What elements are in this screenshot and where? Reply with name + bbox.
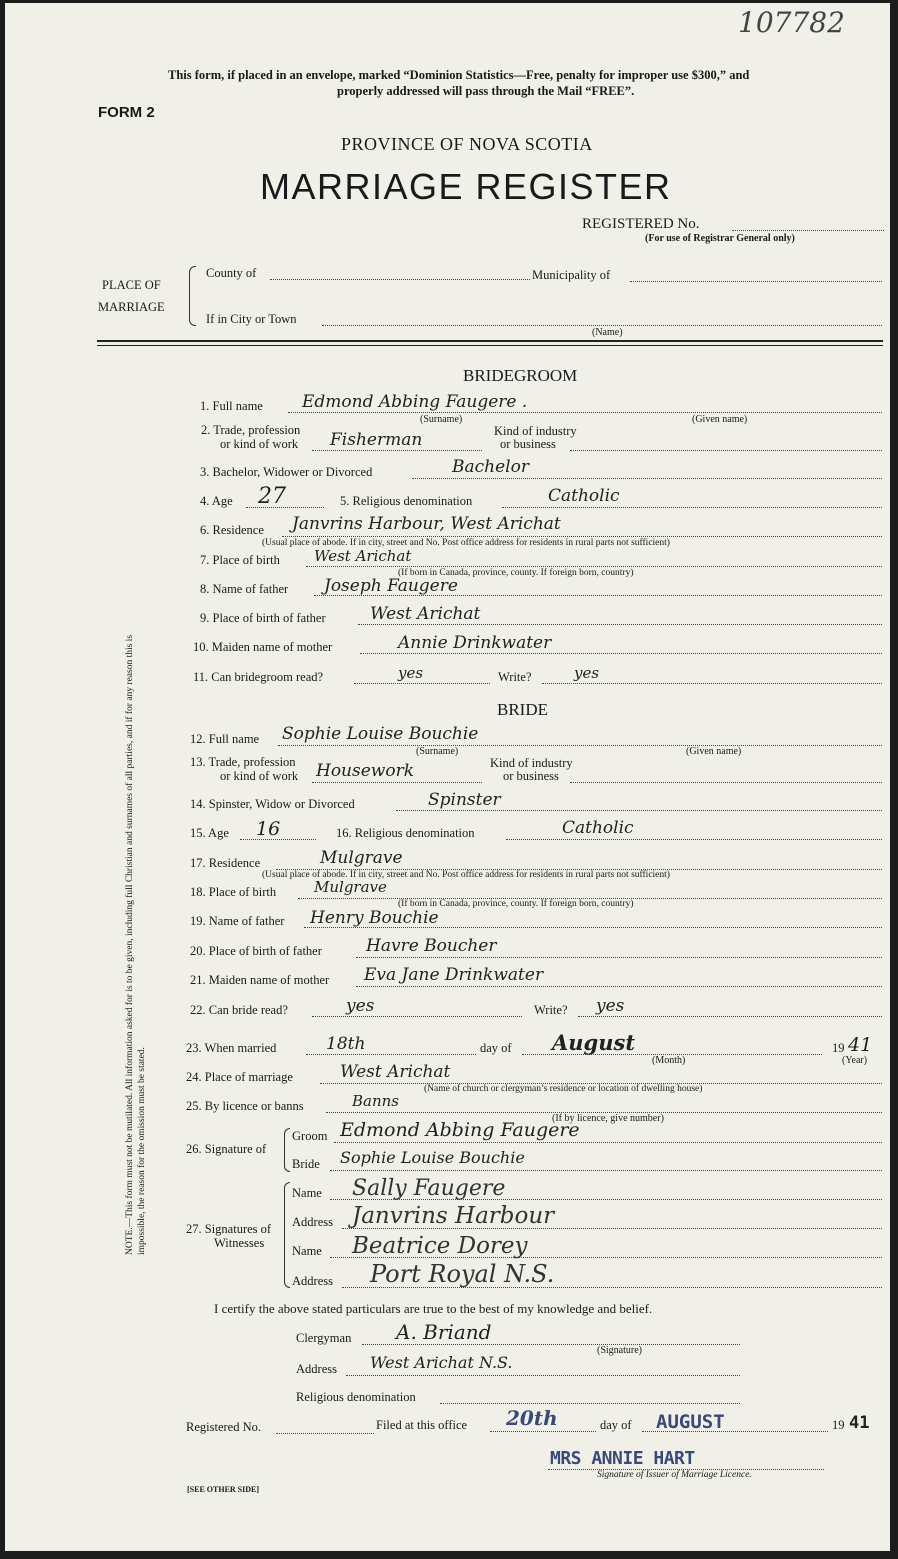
groom-birthplace-label: 7. Place of birth <box>200 553 280 567</box>
married-dayof-label: day of <box>480 1041 512 1055</box>
w2-name-label: Name <box>292 1244 322 1258</box>
groom-sig-line <box>334 1142 882 1143</box>
clergyman-label: Clergyman <box>296 1331 352 1345</box>
groom-birth-note: (If born in Canada, province, county. If foreign born, country) <box>398 568 634 578</box>
see-other-side: [SEE OTHER SIDE] <box>187 1485 260 1494</box>
bride-religion-value: Catholic <box>562 818 634 838</box>
witness1-name: Sally Faugere <box>352 1176 506 1201</box>
groom-father-birthplace-line <box>358 624 882 625</box>
mail-notice-line1: This form, if placed in an envelope, marked “Dominion Statistics—Free, penalty for improper use $300,” and <box>168 68 750 82</box>
name-caption: (Name) <box>592 327 623 338</box>
filed-month-value: AUGUST <box>656 1411 725 1433</box>
groom-religion-label: 5. Religious denomination <box>340 494 473 508</box>
witnesses-label-b: Witnesses <box>214 1236 265 1250</box>
divider-bottom <box>97 345 883 346</box>
groom-residence-note: (Usual place of abode. If in city, street and No. Post office address for residents in rural parts not sufficient) <box>262 538 670 548</box>
groom-sig-label: Groom <box>292 1129 328 1143</box>
place-of-marriage-note: (Name of church or clergyman’s residence or location of dwelling house) <box>424 1084 703 1094</box>
bride-father-value: Henry Bouchie <box>310 908 439 928</box>
groom-industry-label-b: or business <box>500 437 556 451</box>
groom-birthplace-value: West Arichat <box>314 547 412 565</box>
bride-trade-value: Housework <box>316 761 415 781</box>
licence-label: 25. By licence or banns <box>186 1099 304 1113</box>
bride-industry-label-b: or business <box>503 769 559 783</box>
bride-status-line <box>396 810 882 811</box>
bride-religion-line <box>506 839 882 840</box>
clergy-religion-line <box>440 1403 740 1404</box>
bride-birth-note: (If born in Canada, province, county. If foreign born, country) <box>398 899 634 909</box>
groom-trade-line <box>312 450 482 451</box>
bride-religion-label: 16. Religious denomination <box>336 826 475 840</box>
year-caption: (Year) <box>842 1055 868 1066</box>
when-married-label: 23. When married <box>186 1041 277 1055</box>
bride-father-birthplace-label: 20. Place of birth of father <box>190 944 322 958</box>
groom-trade-label-b: or kind of work <box>220 437 299 451</box>
bride-father-birthplace-line <box>356 957 882 958</box>
bridegroom-heading: BRIDEGROOM <box>463 366 578 385</box>
w1-name-label: Name <box>292 1186 322 1200</box>
municipality-label: Municipality of <box>532 268 611 282</box>
groom-write-label: Write? <box>498 670 532 684</box>
bride-mother-label: 21. Maiden name of mother <box>190 973 330 987</box>
witnesses-label-a: 27. Signatures of <box>186 1222 272 1236</box>
groom-write-line <box>542 683 882 684</box>
groom-residence-line <box>282 536 882 537</box>
w2-address-label: Address <box>292 1274 333 1288</box>
bride-mother-line <box>356 986 882 987</box>
divider-top <box>97 340 883 342</box>
groom-age-value: 27 <box>258 484 286 509</box>
licence-value: Banns <box>352 1092 399 1110</box>
bride-read-label: 22. Can bride read? <box>190 1003 288 1017</box>
groom-mother-label: 10. Maiden name of mother <box>193 640 333 654</box>
married-day-value: 18th <box>326 1034 366 1054</box>
clergy-address-label: Address <box>296 1362 337 1376</box>
groom-read-line <box>354 683 490 684</box>
groom-religion-line <box>502 507 882 508</box>
married-month-value: August <box>552 1030 636 1055</box>
certification-statement: I certify the above stated particulars are true to the best of my knowledge and belief. <box>214 1301 653 1316</box>
bride-sig-line <box>330 1170 882 1171</box>
bride-trade-label-a: 13. Trade, profession <box>190 755 296 769</box>
bride-trade-line <box>312 782 482 783</box>
groom-write-value: yes <box>574 664 600 682</box>
groom-surname-caption: (Surname) <box>420 414 463 425</box>
clergyman-line <box>362 1344 740 1345</box>
issuer-stamp: MRS ANNIE HART <box>550 1448 695 1469</box>
page-title: MARRIAGE REGISTER <box>260 166 672 207</box>
clergy-religion-label: Religious denomination <box>296 1390 416 1404</box>
mutilation-note: NOTE.—This form must not be mutilated. All information asked for is to be given, including full Christian and surnames of all parties, and if for any reason this is impossible, the reason for the omission must be stated. <box>125 634 147 1255</box>
groom-read-label: 11. Can bridegroom read? <box>193 670 324 684</box>
bride-father-label: 19. Name of father <box>190 914 285 928</box>
registered-no-line <box>732 230 884 231</box>
filed-year-value: 41 <box>849 1413 870 1433</box>
clergyman-signature: A. Briand <box>396 1320 492 1344</box>
groom-fullname-line <box>288 412 882 413</box>
signature-brace <box>284 1128 290 1172</box>
archive-number: 107782 <box>738 6 845 39</box>
bride-heading: BRIDE <box>497 700 548 719</box>
groom-industry-label-a: Kind of industry <box>494 424 577 438</box>
groom-age-label: 4. Age <box>200 494 233 508</box>
groom-status-label: 3. Bachelor, Widower or Divorced <box>200 465 373 479</box>
groom-father-birthplace-label: 9. Place of birth of father <box>200 611 326 625</box>
bride-surname-caption: (Surname) <box>416 746 459 757</box>
bride-residence-value: Mulgrave <box>320 848 403 868</box>
groom-fullname-label: 1. Full name <box>200 399 263 413</box>
bride-write-label: Write? <box>534 1003 568 1017</box>
filed-dayof-label: day of <box>600 1418 632 1432</box>
place-of-marriage-label: 24. Place of marriage <box>186 1070 293 1084</box>
groom-mother-line <box>360 653 882 654</box>
registered-number-line <box>276 1433 374 1434</box>
bride-sig-label: Bride <box>292 1157 320 1171</box>
bride-trade-label-b: or kind of work <box>220 769 299 783</box>
filed-day-value: 20th <box>506 1406 558 1430</box>
bride-status-value: Spinster <box>428 790 501 810</box>
married-year-prefix: 19 <box>832 1041 845 1055</box>
bride-given-caption: (Given name) <box>686 746 742 757</box>
bride-birthplace-value: Mulgrave <box>314 878 387 896</box>
signature-of-label: 26. Signature of <box>186 1142 267 1156</box>
filed-label: Filed at this office <box>376 1418 468 1432</box>
witness1-address: Janvrins Harbour <box>352 1203 555 1229</box>
groom-trade-label-a: 2. Trade, profession <box>201 423 301 437</box>
clergy-address-line <box>346 1375 740 1376</box>
mail-notice-line2: properly addressed will pass through the Mail “FREE”. <box>337 84 635 98</box>
city-label: If in City or Town <box>206 312 297 326</box>
groom-father-birthplace-value: West Arichat <box>370 604 481 624</box>
bride-write-line <box>578 1016 882 1017</box>
bride-mother-value: Eva Jane Drinkwater <box>364 965 544 985</box>
groom-given-caption: (Given name) <box>692 414 748 425</box>
bride-fullname-value: Sophie Louise Bouchie <box>282 724 479 744</box>
county-label: County of <box>206 266 257 280</box>
groom-status-line <box>412 478 882 479</box>
groom-signature: Edmond Abbing Faugere <box>340 1119 580 1141</box>
groom-industry-line <box>570 450 882 451</box>
signature-caption: (Signature) <box>597 1345 642 1356</box>
groom-fullname-value: Edmond Abbing Faugere . <box>302 392 528 412</box>
bride-read-line <box>312 1016 522 1017</box>
city-line <box>322 325 882 326</box>
groom-read-value: yes <box>398 664 424 682</box>
place-label-1: PLACE OF <box>102 278 161 292</box>
province-heading: PROVINCE OF NOVA SCOTIA <box>341 134 593 154</box>
registered-number-label: Registered No. <box>186 1420 261 1434</box>
groom-religion-value: Catholic <box>548 486 620 506</box>
bride-age-label: 15. Age <box>190 826 229 840</box>
bride-father-birthplace-value: Havre Boucher <box>366 936 497 956</box>
groom-birthplace-line <box>306 566 882 567</box>
bride-birthplace-label: 18. Place of birth <box>190 885 277 899</box>
bride-residence-note: (Usual place of abode. If in city, street and No. Post office address for residents in rural parts not sufficient) <box>262 870 670 880</box>
registrar-note: (For use of Registrar General only) <box>645 233 795 244</box>
place-of-marriage-value: West Arichat <box>340 1062 451 1082</box>
witnesses-brace <box>284 1182 290 1288</box>
groom-residence-value: Janvrins Harbour, West Arichat <box>292 514 561 534</box>
county-line <box>270 279 530 280</box>
registered-no-label: REGISTERED No. <box>582 216 700 232</box>
bride-age-value: 16 <box>256 818 281 840</box>
groom-father-value: Joseph Faugere <box>324 576 458 596</box>
form-label: FORM 2 <box>98 104 155 121</box>
filed-year-prefix: 19 <box>832 1418 845 1432</box>
bride-read-value: yes <box>346 996 375 1016</box>
bride-fullname-line <box>278 745 882 746</box>
bride-status-label: 14. Spinster, Widow or Divorced <box>190 797 355 811</box>
month-caption: (Month) <box>652 1055 686 1066</box>
w1-address-label: Address <box>292 1215 333 1229</box>
bride-residence-label: 17. Residence <box>190 856 261 870</box>
when-married-day-line <box>306 1054 476 1055</box>
groom-mother-value: Annie Drinkwater <box>398 633 552 653</box>
bride-fullname-label: 12. Full name <box>190 732 260 746</box>
groom-status-value: Bachelor <box>452 457 529 477</box>
bride-industry-line <box>570 782 882 783</box>
issuer-caption: Signature of Issuer of Marriage Licence. <box>597 1470 752 1480</box>
married-year-value: 41 <box>848 1034 873 1056</box>
bride-industry-label-a: Kind of industry <box>490 756 573 770</box>
witness2-name: Beatrice Dorey <box>352 1233 528 1259</box>
place-label-2: MARRIAGE <box>98 300 165 314</box>
place-brace <box>189 266 196 326</box>
clergy-address-value: West Arichat N.S. <box>370 1353 513 1372</box>
municipality-line <box>630 281 882 282</box>
filed-day-line <box>490 1431 596 1432</box>
groom-father-label: 8. Name of father <box>200 582 289 596</box>
witness2-address: Port Royal N.S. <box>370 1260 555 1288</box>
bride-write-value: yes <box>596 996 625 1016</box>
bride-signature: Sophie Louise Bouchie <box>340 1148 525 1167</box>
licence-note: (If by licence, give number) <box>552 1113 664 1124</box>
groom-trade-value: Fisherman <box>330 430 423 450</box>
groom-residence-label: 6. Residence <box>200 523 264 537</box>
